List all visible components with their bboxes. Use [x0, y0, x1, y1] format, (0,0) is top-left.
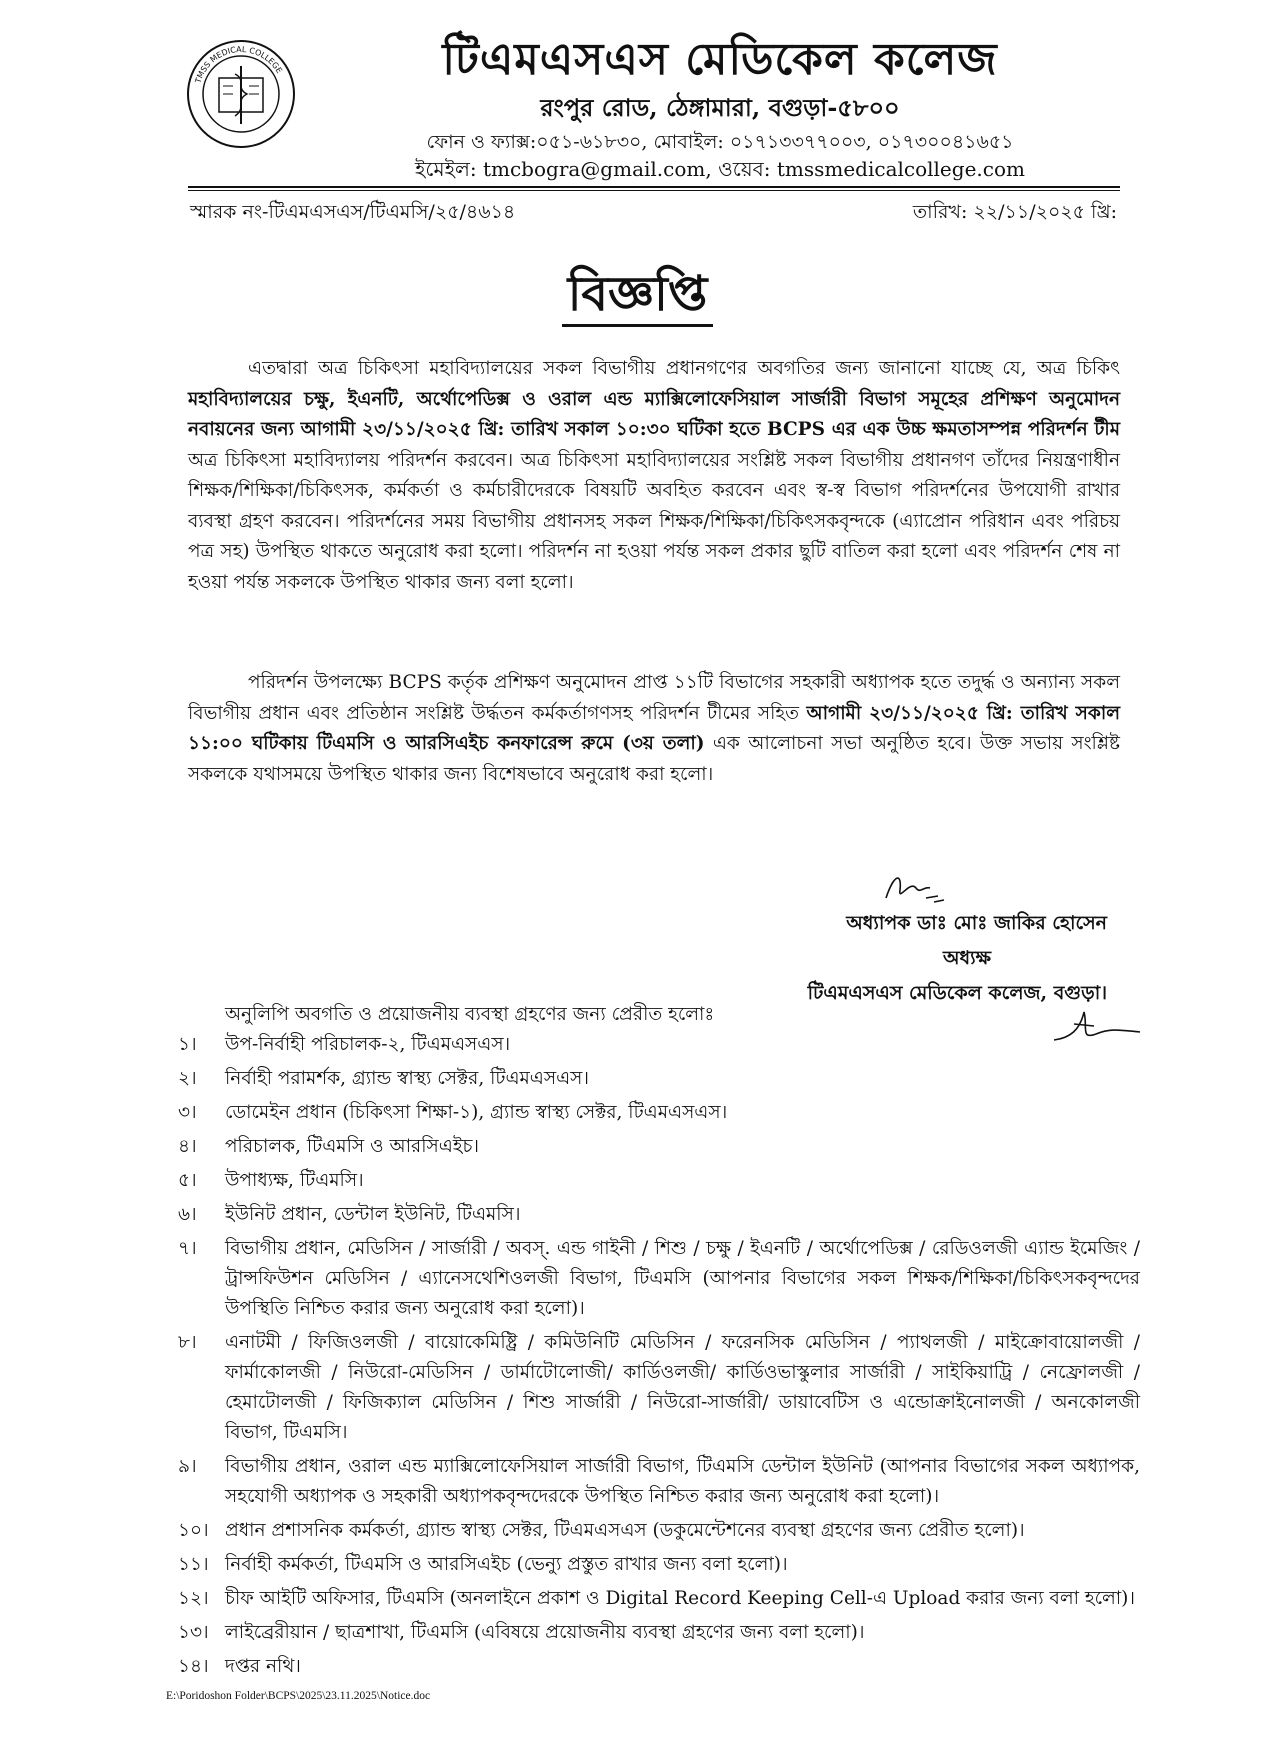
signature-mark: [880, 868, 950, 908]
cc-list-item: [170, 1452, 1140, 1512]
cc-item-number: ১৪।: [178, 1656, 209, 1677]
p1-text-c: অত্র চিকিৎসা মহাবিদ্যালয় পরিদর্শন করবেন। অত্র চিকিৎসা মহাবিদ্যালয়ের সংশ্লিষ্ট সকল বিভাগীয় প্রধানগণ তাঁদের নিয়ন্ত্রণাধীন শিক্ষক/শিক্ষিকা/চিকিৎসক, কর্মকর্তা ও কর্মচারীদেরকে বিষয়টি অবহিত করবেন এবং স্ব-স্ব বিভাগ পরিদর্শনের উপযোগী রাখার ব্যবস্থা গ্রহণ করবেন। পরিদর্শনের সময় বিভাগীয় প্রধানসহ সকল শিক্ষক/শিক্ষিকা/চিকিৎসকবৃন্দকে (এ্যাপ্রোন পরিধান এবং পরিচয় পত্র সহ) উপস্থিত থাকতে অনুরোধ করা হলো। পরিদর্শন না হওয়া পর্যন্ত সকল প্রকার ছুটি বাতিল করা হলো এবং পরিদর্শন শেষ না হওয়া পর্যন্ত সকলকে উপস্থিত থাকার জন্য বলা হলো।: [188, 449, 1120, 593]
cc-item-number: ২।: [178, 1068, 197, 1089]
cc-list: [170, 1030, 1140, 1686]
cc-item-text: ডোমেইন প্রধান (চিকিৎসা শিক্ষা-১), গ্র্যান্ড স্বাস্থ্য সেক্টর, টিএমএসএস।: [225, 1102, 728, 1123]
signatory-name: অধ্যাপক ডাঃ মোঃ জাকির হোসেন: [846, 912, 1107, 934]
p1-text-bold: মহাবিদ্যালয়ের চক্ষু, ইএনটি, অর্থোপেডিক্স ও ওরাল এন্ড ম্যাক্সিলোফেসিয়াল সার্জারী বিভাগ সমূহের প্রশিক্ষণ অনুমোদন নবায়নের জন্য আগামী ২৩/১১/২০২৫ খ্রি: তারিখ সকাল ১০:৩০ ঘটিকা হতে BCPS এর এক উচ্চ ক্ষমতাসম্পন্ন পরিদর্শন টীম: [188, 388, 1120, 440]
cc-item-number: ৮।: [178, 1332, 197, 1353]
cc-list-item: [170, 1030, 1140, 1060]
contact-phone: ফোন ও ফ্যাক্স:০৫১-৬১৮৩০, মোবাইল: ০১৭১৩৩৭৭০০৩, ০১৭৩০০৪১৬৫১: [426, 131, 1014, 153]
cc-item-number: ১৩।: [178, 1622, 209, 1643]
contact-email: ইমেইল: tmcbogra@gmail.com, ওয়েব: tmssmedicalcollege.com: [415, 157, 1025, 181]
cc-item-number: ৭।: [178, 1238, 197, 1259]
cc-list-item: [170, 1098, 1140, 1128]
letterhead-divider: [188, 186, 1120, 188]
cc-item-number: ৫।: [178, 1170, 197, 1191]
letterhead-divider-thin: [188, 190, 1120, 191]
cc-list-item: [170, 1200, 1140, 1230]
p2-text-bold: আগামী ২৩/১১/২০২৫ খ্রি: তারিখ সকাল ১১:০০ ঘটিকায় টিএমসি ও আরসিএইচ কনফারেন্স রুমে (৩য় তলা): [188, 702, 1120, 754]
notice-title-text: বিজ্ঞপ্তি: [562, 266, 714, 327]
cc-list-item: [170, 1328, 1140, 1448]
signatory-designation: অধ্যক্ষ: [942, 947, 991, 969]
cc-list-item: [170, 1652, 1140, 1682]
notice-paragraph-2: [188, 668, 1120, 790]
p2-text-a: পরিদর্শন উপলক্ষ্যে BCPS কর্তৃক প্রশিক্ষণ অনুমোদন প্রাপ্ত ১১টি বিভাগের সহকারী অধ্যাপক হতে তদুর্দ্ধ ও অন্যান্য সকল বিভাগীয় প্রধান এবং প্রতিষ্ঠান সংশ্লিষ্ট উর্দ্ধতন কর্মকর্তাগণসহ পরিদর্শন টীমের সহিত: [188, 672, 1120, 724]
cc-item-text: এনাটমী / ফিজিওলজী / বায়োকেমিষ্ট্রি / কমিউনিটি মেডিসিন / ফরেনসিক মেডিসিন / প্যাথলজী / মাইক্রোবায়োলজী / ফার্মাকোলজী / নিউরো-মেডিসিন / ডার্মাটোলোজী/ কার্ডিওলজী/ কার্ডিওভাস্কুলার সার্জারী / সাইকিয়াট্রি / নেফ্রোলজী / হেমাটোলজী / ফিজিক্যাল মেডিসিন / শিশু সার্জারী / নিউরো-সার্জারী/ ডায়াবেটিস ও এন্ডোক্রাইনোলজী / অনকোলজী বিভাগ, টিএমসি।: [225, 1332, 1140, 1443]
cc-item-number: ১।: [178, 1034, 197, 1055]
cc-list-item: [170, 1166, 1140, 1196]
cc-intro: অনুলিপি অবগতি ও প্রয়োজনীয় ব্যবস্থা গ্রহণের জন্য প্রেরীত হলোঃ: [225, 1004, 715, 1025]
cc-item-number: ৩।: [178, 1102, 197, 1123]
cc-item-text: দপ্তর নথি।: [225, 1656, 301, 1677]
cc-item-number: ১২।: [178, 1588, 209, 1609]
cc-item-text: নির্বাহী পরামর্শক, গ্র্যান্ড স্বাস্থ্য সেক্টর, টিএমএসএস।: [225, 1068, 590, 1089]
p1-text-a: এতদ্বারা অত্র চিকিৎসা মহাবিদ্যালয়ের সকল বিভাগীয় প্রধানগণের অবগতির জন্য জানানো যাচ্ছে যে, অত্র চিকিৎ: [248, 358, 1120, 379]
notice-title: [0, 258, 1275, 337]
cc-item-number: ৯।: [178, 1456, 197, 1477]
memo-reference: স্মারক নং-টিএমএসএস/টিএমসি/২৫/৪৬১৪: [190, 201, 516, 223]
college-address: রংপুর রোড, ঠেঙ্গামারা, বগুড়া-৫৮০০: [540, 93, 900, 122]
cc-list-item: [170, 1516, 1140, 1546]
signatory-institution: টিএমএসএস মেডিকেল কলেজ, বগুড়া।: [807, 982, 1107, 1004]
cc-item-number: ১০।: [178, 1520, 209, 1541]
cc-item-text: নির্বাহী কর্মকর্তা, টিএমসি ও আরসিএইচ (ভেন্যু প্রস্তুত রাখার জন্য বলা হলো)।: [225, 1554, 788, 1575]
cc-item-number: ১১।: [178, 1554, 209, 1575]
p2-text-c: এক আলোচনা সভা অনুষ্ঠিত হবে। উক্ত সভায় সংশ্লিষ্ট সকলকে যথাসময়ে উপস্থিত থাকার জন্য বিশেষভাবে অনুরোধ করা হলো।: [188, 733, 1121, 785]
cc-list-item: [170, 1234, 1140, 1324]
college-name: টিএমএসএস মেডিকেল কলেজ: [442, 34, 998, 85]
signatory-block: [687, 906, 1107, 1011]
cc-item-number: ৬।: [178, 1204, 197, 1225]
cc-list-item: [170, 1550, 1140, 1580]
memo-date: তারিখ: ২২/১১/২০২৫ খ্রি:: [912, 201, 1117, 223]
cc-item-text: প্রধান প্রশাসনিক কর্মকর্তা, গ্র্যান্ড স্বাস্থ্য সেক্টর, টিএমএসএস (ডকুমেন্টেশনের ব্যবস্থা গ্রহণের জন্য প্রেরীত হলো)।: [225, 1520, 1025, 1541]
cc-item-text: লাইব্রেরীয়ান / ছাত্রশাখা, টিএমসি (এবিষয়ে প্রয়োজনীয় ব্যবস্থা গ্রহণের জন্য বলা হলো)।: [225, 1622, 865, 1643]
cc-item-text: বিভাগীয় প্রধান, ওরাল এন্ড ম্যাক্সিলোফেসিয়াল সার্জারী বিভাগ, টিএমসি ডেন্টাল ইউনিট (আপনার বিভাগের সকল অধ্যাপক, সহযোগী অধ্যাপক ও সহকারী অধ্যাপকবৃন্দদেরকে উপস্থিত নিশ্চিত করার জন্য অনুরোধ করা হলো)।: [225, 1456, 1140, 1507]
cc-list-item: [170, 1584, 1140, 1614]
file-path: E:\Poridoshon Folder\BCPS\2025\23.11.2025\Notice.doc: [166, 1690, 431, 1702]
cc-item-number: ৪।: [178, 1136, 197, 1157]
cc-list-item: [170, 1618, 1140, 1648]
college-logo: [185, 38, 297, 150]
cc-item-text: উপ-নির্বাহী পরিচালক-২, টিএমএসএস।: [225, 1034, 511, 1055]
cc-item-text: বিভাগীয় প্রধান, মেডিসিন / সার্জারী / অবস্. এন্ড গাইনী / শিশু / চক্ষু / ইএনটি / অর্থোপেডিক্স / রেডিওলজী এ্যান্ড ইমেজিং / ট্রান্সফিউশন মেডিসিন / এ্যানেসথেশিওলজী বিভাগ, টিএমসি (আপনার বিভাগের সকল শিক্ষক/শিক্ষিকা/চিকিৎসকবৃন্দদের উপস্থিতি নিশ্চিত করার জন্য অনুরোধ করা হলো)।: [225, 1238, 1140, 1319]
cc-list-item: [170, 1132, 1140, 1162]
cc-list-item: [170, 1064, 1140, 1094]
notice-paragraph-1: [188, 354, 1120, 598]
cc-item-text: ইউনিট প্রধান, ডেন্টাল ইউনিট, টিএমসি।: [225, 1204, 521, 1225]
logo-text: TMSS MEDICAL COLLEGE: [193, 44, 284, 85]
cc-item-text: উপাধ্যক্ষ, টিএমসি।: [225, 1170, 364, 1191]
cc-item-text: পরিচালক, টিএমসি ও আরসিএইচ।: [225, 1136, 480, 1157]
cc-item-text: চীফ আইটি অফিসার, টিএমসি (অনলাইনে প্রকাশ ও Digital Record Keeping Cell-এ Upload করার জন্য বলা হলো)।: [225, 1588, 1136, 1609]
